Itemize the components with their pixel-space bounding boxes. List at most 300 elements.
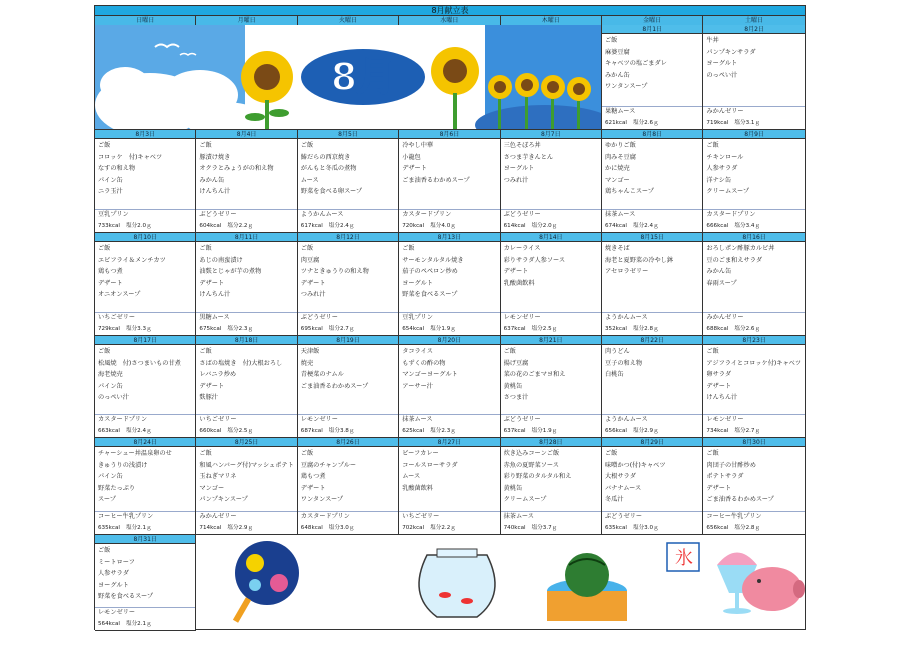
nutrition [199,221,294,231]
nutrition [402,426,497,436]
dessert: 豆乳プリン [402,314,433,321]
menu-item: 卵サラダ [706,371,732,379]
menu-item: のっぺい汁 [706,71,738,79]
day-date: 8月12日 [298,233,398,242]
weekday-thu: 木曜日 [501,16,602,25]
nutrition [706,523,802,533]
nutrition [402,221,497,231]
day-cell [196,438,297,535]
day-date: 8月9日 [703,130,804,139]
salt-value: 塩分2.0ｇ [531,223,558,229]
day-cell [399,336,500,438]
salt-value: 塩分3.8ｇ [328,428,355,434]
kcal-value: 614kcal [503,223,526,229]
salt-value: 塩分2.9ｇ [227,525,254,531]
dessert: 果糖ムース [605,108,636,115]
day-date: 8月23日 [703,336,804,345]
menu-item: 肉みそ豆腐 [605,153,636,161]
menu-item: かに焼売 [605,165,630,173]
day-date: 8月10日 [95,233,195,242]
salt-value: 塩分2.6ｇ [734,326,761,332]
salt-value: 塩分3.7ｇ [531,525,558,531]
nutrition [706,426,802,436]
kcal-value: 656kcal [706,525,729,531]
menu-item: スープ [98,496,116,504]
goldfish-bag-icon [419,549,495,617]
nutrition [301,324,396,334]
day-date: 8月30日 [703,438,804,447]
menu-item: 人参サラダ [706,165,738,173]
day-cell [399,438,500,535]
dessert: ぶどうゼリー [300,314,338,321]
kcal-value: 714kcal [199,525,222,531]
menu-item: 冷やし中華 [402,142,434,149]
menu-item: ご飯 [98,348,111,355]
menu-item: 麻婆豆腐 [605,48,630,56]
day-date: 8月15日 [602,233,702,242]
day-date: 8月25日 [196,438,296,447]
menu-items [95,345,195,404]
weekday-mon: 月曜日 [196,16,297,25]
day-date: 8月6日 [399,130,499,139]
menu-item: コロッケ 付)キャベツ [98,153,163,161]
day-cell [703,130,804,233]
nutrition [98,426,193,436]
dessert: ようかんムース [300,211,344,218]
menu-items [501,447,601,506]
dessert: 抹茶ムース [402,416,433,423]
menu-item: けんちん汁 [706,394,738,402]
menu-item: のっぺい汁 [98,394,129,402]
kcal-value: 660kcal [199,428,222,434]
summer-decorations [197,535,805,630]
menu-item: 牛丼 [706,37,719,44]
salt-value: 塩分3.0ｇ [632,525,659,531]
day-cell [196,233,297,336]
salt-value: 塩分3.4ｇ [734,223,761,229]
weekday-fri: 金曜日 [602,16,703,25]
nutrition [98,523,193,533]
day-cell [95,535,196,631]
menu-items [298,242,398,301]
menu-item: チャーシュー丼温泉卵のせ [98,450,172,457]
menu-item: レバニラ炒め [199,371,237,379]
day-cell [298,233,399,336]
day-date: 8月26日 [298,438,398,447]
menu-item: ツナときゅうりの和え物 [300,268,369,276]
dessert: いちごゼリー [402,513,440,520]
nutrition [301,523,396,533]
nutrition [504,523,599,533]
salt-value: 塩分2.4ｇ [632,223,659,229]
day-cell [95,233,196,336]
menu-items [703,447,804,506]
menu-item: デザート [300,484,326,492]
menu-item: ヨーグルト [706,60,738,68]
salt-value: 塩分2.2ｇ [430,525,456,531]
fan-icon [233,541,299,623]
menu-items [399,139,499,186]
menu-item: つみれ汁 [300,291,326,299]
kcal-value: 604kcal [199,223,222,229]
day-date: 8月3日 [95,130,195,139]
menu-item: 野菜を食べる卵スープ [300,188,363,196]
menu-items [298,139,398,198]
menu-item: ムース [402,473,421,481]
salt-value: 塩分2.5ｇ [531,326,558,332]
day-date: 8月20日 [399,336,499,345]
salt-value: 塩分2.7ｇ [328,326,355,332]
day-date: 8月14日 [501,233,601,242]
menu-item: 乳酸菌飲料 [402,484,434,492]
kcal-value: 663kcal [98,428,120,434]
kcal-value: 740kcal [503,525,526,531]
menu-item: チキンロール [706,153,744,161]
menu-item: さつま芋きんとん [503,153,554,161]
menu-item: ご飯 [98,547,111,554]
menu-item: 豆のごま和えサラダ [706,256,763,264]
menu-item: ご飯 [503,348,516,355]
day-date: 8月2日 [703,25,804,34]
day-cell [703,438,804,535]
menu-item: 三色そぼろ丼 [503,142,541,149]
day-date: 8月8日 [602,130,702,139]
day-cell [95,130,196,233]
menu-items [501,242,601,289]
kcal-value: 656kcal [605,428,627,434]
day-date: 8月21日 [501,336,601,345]
dessert: 黒糖ムース [199,314,230,321]
menu-item: ビーフカレー [402,450,439,457]
menu-item: デザート [199,279,225,287]
salt-value: 塩分2.0ｇ [125,223,152,229]
kcal-value: 720kcal [402,223,425,229]
menu-item: ご飯 [300,245,314,252]
dessert: カスタードプリン [706,211,756,218]
day-cell [298,336,399,438]
nutrition [504,324,599,334]
menu-item: ご飯 [706,450,719,457]
menu-item: ご飯 [300,142,314,149]
nutrition [402,324,497,334]
day-cell [703,25,804,130]
menu-items [95,139,195,198]
menu-item: 青梗菜のナムル [300,371,344,379]
menu-items [196,447,296,506]
menu-item: ご飯 [98,245,111,252]
menu-item: なすの和え物 [98,165,136,173]
salt-value: 塩分1.9ｇ [430,326,456,332]
day-cell [196,130,297,233]
menu-item: 野菜を食べるスープ [402,291,458,299]
kcal-value: 637kcal [503,326,526,332]
kcal-value: 635kcal [605,525,627,531]
kcal-value: 733kcal [98,223,120,229]
menu-item: けんちん汁 [199,188,231,196]
menu-item: ヨーグルト [98,581,129,589]
menu-item: カレーライス [503,245,541,252]
day-date: 8月24日 [95,438,195,447]
day-cell [298,130,399,233]
menu-item: バナナムース [605,484,642,492]
nutrition [301,221,396,231]
salt-value: 塩分2.3ｇ [430,428,456,434]
dessert: ぶどうゼリー [199,211,237,218]
day-cell [602,25,703,130]
kcal-value: 637kcal [503,428,526,434]
menu-items [703,242,804,289]
day-cell [95,438,196,535]
menu-item: エビフライ＆メンチカツ [98,256,166,264]
day-cell [95,336,196,438]
menu-item: 彩りサラダ人参ソース [503,256,566,264]
menu-item: アジフライとコロッケ付)キャベツ [706,359,802,367]
day-cell [602,130,703,233]
day-cell [602,233,703,336]
weekday-sat: 土曜日 [703,16,804,25]
day-date: 8月29日 [602,438,702,447]
menu-item: 肉豆腐 [300,256,320,264]
salt-value: 塩分3.3ｇ [125,326,152,332]
month-banner [95,25,602,130]
menu-item: 茄子のペペロン炒め [402,268,458,276]
menu-items [399,345,499,392]
menu-item: 黄桃缶 [503,382,523,390]
menu-item: 洋ナシ缶 [706,176,732,184]
day-cell [602,336,703,438]
menu-item: 赤魚の夏野菜ソース [503,461,559,469]
menu-item: 白桃缶 [605,371,624,379]
dessert: 豆乳プリン [98,211,129,218]
kcal-value: 352kcal [605,326,627,332]
month-label: 8月 [330,55,396,99]
day-date: 8月7日 [501,130,601,139]
salt-value: 塩分2.7ｇ [734,428,761,434]
nutrition [706,324,802,334]
menu-item: デザート [98,279,123,287]
salt-value: 塩分1.9ｇ [531,428,558,434]
day-date: 8月5日 [298,130,398,139]
menu-item: ごま油香るわかめスープ [402,176,470,184]
nutrition [504,426,599,436]
menu-item: 海老焼売 [98,371,123,379]
menu-item: 松風焼 付)さつまいもの甘煮 [98,359,181,367]
menu-item: パイン缶 [98,382,123,390]
menu-item: マンゴー [199,484,225,492]
menu-item: アセロラゼリー [605,268,649,276]
nutrition [605,324,700,334]
day-cell [298,438,399,535]
menu-item: 鰆だらの西京焼き [300,153,351,161]
salt-value: 塩分2.8ｇ [632,326,659,332]
menu-item: デザート [503,268,529,276]
menu-item: パンプキンサラダ [706,48,756,56]
menu-items [399,242,499,301]
nutrition [402,523,497,533]
menu-item: 春雨スープ [706,279,737,287]
dessert: いちごゼリー [199,416,237,423]
nutrition [199,426,294,436]
menu-item: サーモンタルタル焼き [402,256,464,264]
menu-item: ご飯 [199,450,212,457]
menu-item: 黄桃缶 [503,484,523,492]
menu-item: つみれ汁 [503,176,529,184]
page-title: 8月献立表 [95,6,805,16]
day-cell [501,130,602,233]
nutrition [98,324,193,334]
nutrition [504,221,599,231]
dessert: みかんゼリー [199,513,237,520]
day-date: 8月22日 [602,336,702,345]
nutrition [706,221,802,231]
day-cell [399,130,500,233]
kcal-value: 625kcal [402,428,425,434]
kcal-value: 674kcal [605,223,627,229]
menu-items [602,447,702,506]
menu-item: ごま油香るわかめスープ [706,496,774,504]
dessert: いちごゼリー [98,314,136,321]
salt-value: 塩分3.1ｇ [734,120,761,126]
day-date: 8月17日 [95,336,195,345]
menu-item: クリームスープ [706,188,750,196]
menu-item: パンプキンスープ [199,496,248,504]
menu-items [196,345,296,404]
day-date: 8月11日 [196,233,296,242]
menu-item: 豆腐のチャンプルー [300,461,357,469]
menu-item: 冬瓜汁 [605,496,624,504]
menu-item: ゆかりご飯 [605,142,636,149]
salt-value: 塩分2.1ｇ [125,525,152,531]
dessert: 抹茶ムース [605,211,636,218]
menu-item: 彩り野菜のタルタル和え [503,473,572,481]
menu-item: 玉ねぎマリネ [199,473,237,481]
kcal-value: 617kcal [300,223,323,229]
menu-item: 油麩とじゃが芋の煮物 [199,268,262,276]
menu-items [703,345,804,404]
menu-item: 揚げ豆腐 [503,359,529,367]
menu-item: 鶏もつ煮 [98,268,123,276]
salt-value: 塩分2.2ｇ [227,223,254,229]
salt-value: 塩分2.3ｇ [227,326,254,332]
menu-item: キャベツの塩ごまダレ [605,60,667,68]
menu-item: マンゴー [605,176,630,184]
ice-sign-text: 氷 [675,548,693,569]
menu-item: ご飯 [402,245,415,252]
kcal-value: 564kcal [98,621,120,627]
menu-items [95,447,195,506]
menu-item: ご飯 [706,142,719,149]
menu-item: 人参サラダ [98,570,129,578]
menu-sheet [94,5,806,630]
menu-item: アーサー汁 [402,382,433,390]
menu-item: ヨーグルト [402,279,433,287]
menu-item: クリームスープ [503,496,547,504]
menu-items [602,345,702,381]
kcal-value: 654kcal [402,326,425,332]
menu-item: 炊き込みコーンご飯 [503,450,560,457]
menu-items [95,242,195,301]
kcal-value: 719kcal [706,120,729,126]
weekday-sun: 日曜日 [95,16,196,25]
menu-items [703,139,804,198]
menu-item: みかん缶 [605,71,630,79]
kcal-value: 688kcal [706,326,729,332]
menu-item: パイン缶 [98,176,123,184]
menu-item: ご飯 [199,245,212,252]
menu-item: 豆子の和え物 [605,359,643,367]
menu-item: ニラ玉汁 [98,188,123,196]
menu-items [298,345,398,392]
menu-item: みかん缶 [706,268,732,276]
menu-item: ご飯 [300,450,314,457]
day-date: 8月28日 [501,438,601,447]
salt-value: 塩分4.0ｇ [430,223,456,229]
menu-item: さつま汁 [503,394,529,402]
nutrition [706,118,802,128]
nutrition [605,523,700,533]
weekday-wed: 水曜日 [399,16,500,25]
dessert: ようかんムース [605,416,648,423]
dessert: ぶどうゼリー [503,211,541,218]
menu-item: ご飯 [706,348,719,355]
dessert: コーヒー牛乳プリン [98,513,154,520]
menu-item: おろしポン酢豚カルビ丼 [706,245,775,252]
dessert: ようかんムース [605,314,648,321]
menu-item: 肉うどん [605,348,630,355]
watermelon-icon [547,553,627,621]
day-cell [602,438,703,535]
sunflower-icon [431,47,479,130]
day-date: 8月19日 [298,336,398,345]
menu-item: オニオンスープ [98,291,141,299]
menu-item: ごま油香るわかめスープ [300,382,369,390]
menu-item: 焼きそば [605,245,630,252]
menu-item: みかん缶 [199,176,225,184]
menu-items [298,447,398,506]
menu-items [196,139,296,198]
menu-items [196,242,296,301]
menu-item: 海老と夏野菜の冷やし鉢 [605,256,674,264]
salt-value: 塩分2.8ｇ [734,525,761,531]
dessert: カスタードプリン [300,513,350,520]
kcal-value: 729kcal [98,326,120,332]
menu-item: ムース [300,176,319,184]
menu-item: 和風ハンバーグ付)マッシュポテト [199,461,294,469]
menu-item: 肉団子の甘酢炒め [706,461,756,469]
day-cell [501,336,602,438]
menu-item: 野菜を食べるスープ [98,593,154,601]
menu-item: がんもと冬瓜の煮物 [300,165,357,173]
menu-item: ご飯 [605,450,618,457]
menu-items [501,139,601,186]
pig-icon [742,567,805,611]
weekday-tue: 火曜日 [298,16,399,25]
menu-item: 鶏ちゃんこスープ [605,188,654,196]
dessert: カスタードプリン [402,211,452,218]
menu-item: 麩豚汁 [199,394,218,402]
dessert: レモンゼリー [503,314,541,321]
menu-item: ご飯 [199,348,212,355]
menu-item: 大根サラダ [605,473,636,481]
menu-item: 乳酸菌飲料 [503,279,535,287]
salt-value: 塩分2.4ｇ [328,223,355,229]
shaved-ice-icon [667,543,757,614]
menu-item: 天津飯 [300,348,320,355]
menu-item: 味噌かつ(付)キャベツ [605,461,666,469]
kcal-value: 648kcal [300,525,323,531]
menu-item: 焼売 [300,359,314,367]
menu-item: ヨーグルト [503,165,535,173]
